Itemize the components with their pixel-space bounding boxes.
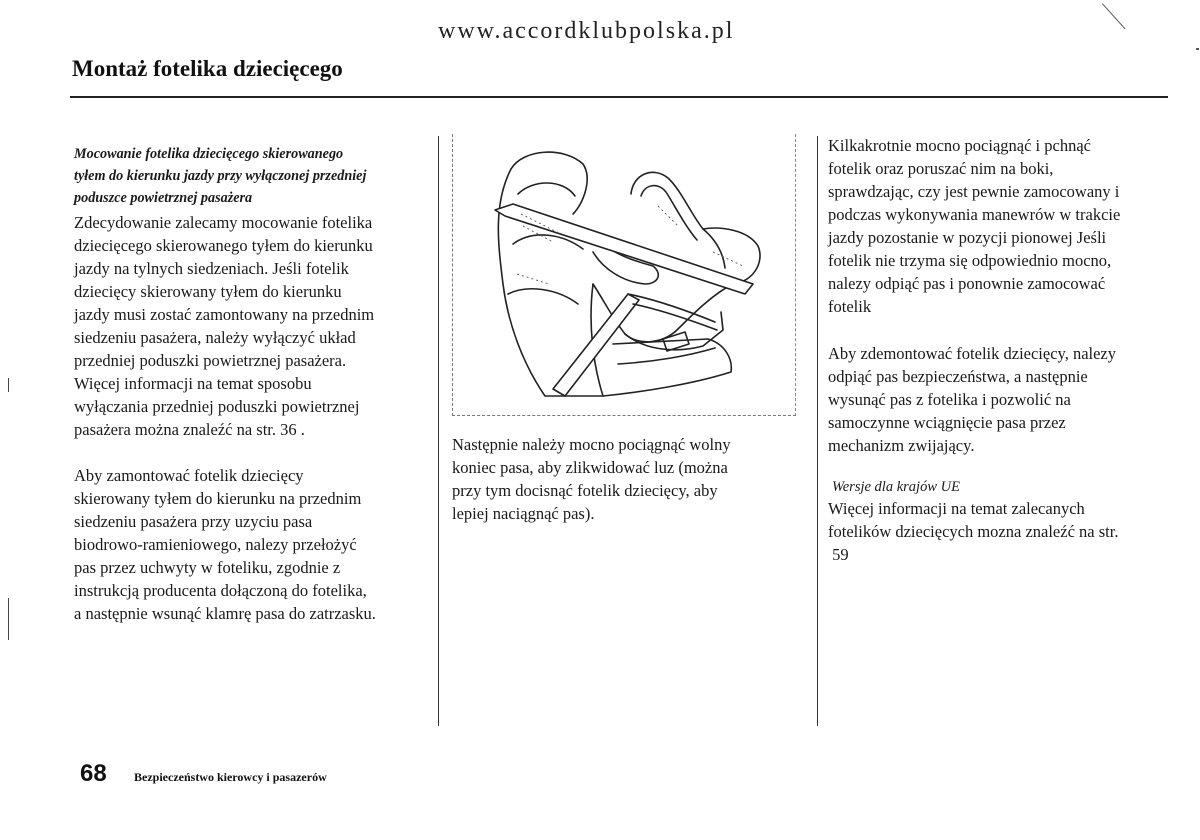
- text-line: 59: [828, 545, 849, 564]
- text-line: fotelik nie trzyma się odpowiednio mocno,: [828, 251, 1112, 270]
- text-line: sprawdzając, czy jest pewnie zamocowany i: [828, 182, 1120, 201]
- text-line: siedzeniu pasażera, należy wyłączyć układ: [74, 328, 356, 347]
- text-line: lepiej naciągnąć pas).: [452, 504, 595, 523]
- page-title: Montaż fotelika dziecięcego: [72, 56, 343, 81]
- corner-dot: [1196, 48, 1199, 50]
- text-line: a następnie wsunąć klamrę pasa do zatrzasku.: [74, 604, 376, 623]
- subheading-line: poduszce powietrznej pasażera: [74, 190, 253, 206]
- text-line: siedzeniu pasażera przy uzyciu pasa: [74, 512, 313, 531]
- seat-belt-lower: [553, 294, 639, 396]
- text-line: pas przez uchwyty w foteliku, zgodnie z: [74, 558, 341, 577]
- margin-mark: [8, 598, 9, 640]
- left-column: [74, 143, 432, 625]
- column-divider-right: [817, 136, 818, 726]
- text-line: jazdy musi zostać zamontowany na przednim: [74, 305, 375, 324]
- text-line: dziecięcego skierowanego tyłem do kierunku: [74, 236, 373, 255]
- text-line: fotelik: [828, 297, 872, 316]
- text-line: biodrowo-ramieniowego, nalezy przełożyć: [74, 535, 357, 554]
- right-column: [828, 134, 1168, 566]
- text-line: Więcej informacji na temat zalecanych: [828, 499, 1085, 518]
- text-line: Kilkakrotnie mocno pociągnąć i pchnąć: [828, 136, 1091, 155]
- seat-contour: [508, 289, 578, 304]
- child-seat-headrest: [703, 229, 725, 268]
- text-line: przy tym docisnąć fotelik dziecięcy, aby: [452, 481, 718, 500]
- text-line: mechanizm zwijający.: [828, 436, 975, 455]
- text-line: dziecięcy skierowany tyłem do kierunku: [74, 282, 342, 301]
- text-line: instrukcją producenta dołączoną do fotelika,: [74, 581, 367, 600]
- child-seat-illustration: [452, 134, 796, 416]
- column-divider-left: [438, 136, 439, 726]
- hatching: [658, 206, 678, 226]
- right-paragraph-3: [828, 497, 1168, 566]
- left-paragraph-1: [74, 211, 432, 441]
- text-line: Aby zamontować fotelik dziecięcy: [74, 466, 304, 485]
- text-line: Więcej informacji na temat sposobu: [74, 374, 312, 393]
- text-line: samoczynne wciągnięcie pasa przez: [828, 413, 1066, 432]
- child-seat-base: [625, 312, 723, 350]
- text-line: przedniej poduszki powietrznej pasażera.: [74, 351, 347, 370]
- text-line: fotelików dziecięcych mozna znaleźć na str.: [828, 522, 1119, 541]
- page-number: 68: [80, 760, 107, 787]
- header-url: www.accordklubpolska.pl: [438, 18, 735, 44]
- hatching: [713, 252, 743, 266]
- text-line: jazdy na tylnych siedzeniach. Jeśli fotelik: [74, 259, 349, 278]
- text-line: jazdy pozostanie w pozycji pionowej Jeśli: [828, 228, 1107, 247]
- text-line: Następnie należy mocno pociągnąć wolny: [452, 435, 731, 454]
- title-rule: [70, 96, 1168, 98]
- margin-mark: [8, 378, 9, 392]
- hatching: [517, 274, 549, 284]
- eu-versions-label: Wersje dla krajów UE: [832, 479, 960, 495]
- text-line: fotelik oraz poruszać nim na boki,: [828, 159, 1054, 178]
- text-line: nalezy odpiąć pas i ponownie zamocować: [828, 274, 1106, 293]
- right-paragraph-1: [828, 134, 1168, 318]
- seat-contour: [518, 183, 575, 196]
- text-line: pasażera można znaleźć na str. 36 .: [74, 420, 305, 439]
- right-paragraph-2: [828, 342, 1168, 457]
- left-subheading: [74, 143, 432, 209]
- child-seat-drawing: [453, 134, 797, 416]
- text-line: Zdecydowanie zalecamy mocowanie fotelika: [74, 213, 373, 232]
- left-paragraph-2: [74, 464, 432, 625]
- text-line: Aby zdemontować fotelik dziecięcy, nalezy: [828, 344, 1117, 363]
- text-line: skierowany tyłem do kierunku na przednim: [74, 489, 362, 508]
- seat-belt: [495, 204, 753, 294]
- text-line: odpiąć pas bezpieczeństwa, a następnie: [828, 367, 1088, 386]
- seat-cushion-outline: [603, 339, 731, 396]
- text-line: podczas wykonywania manewrów w trakcie: [828, 205, 1121, 224]
- middle-caption: [452, 433, 812, 525]
- text-line: wysunąć pas z fotelika i pozwolić na: [828, 390, 1071, 409]
- text-line: koniec pasa, aby zlikwidować luz (można: [452, 458, 728, 477]
- child-seat-inner: [641, 186, 697, 240]
- subheading-line: Mocowanie fotelika dziecięcego skierowanego: [74, 146, 344, 162]
- subheading-line: tyłem do kierunku jazdy przy wyłączonej przedniej: [74, 168, 367, 184]
- corner-mark: [1102, 3, 1125, 29]
- text-line: wyłączania przedniej poduszki powietrznej: [74, 397, 360, 416]
- lap-belt: [628, 294, 715, 322]
- footer-section-title: Bezpieczeństwo kierowcy i pasazerów: [134, 770, 327, 784]
